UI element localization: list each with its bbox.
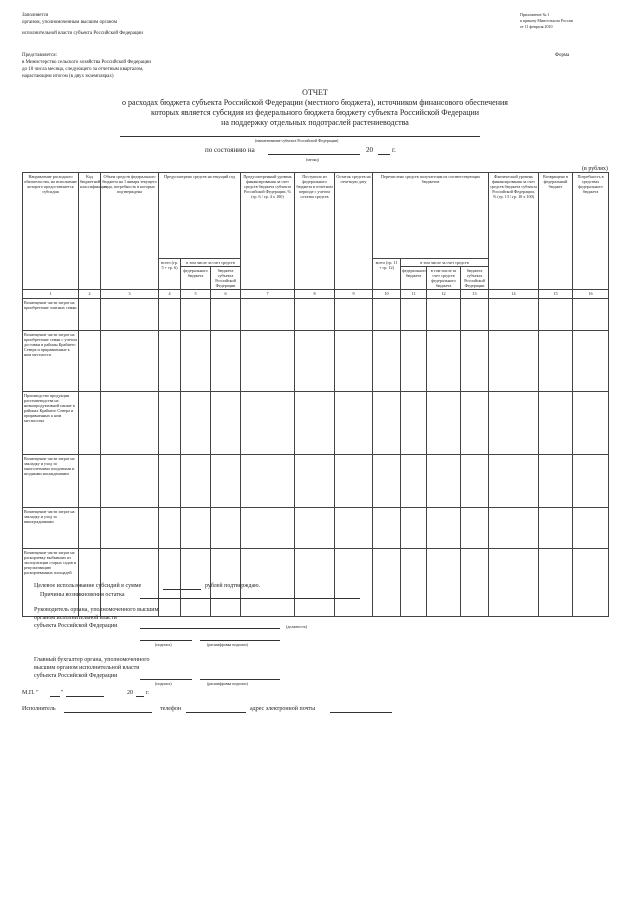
subject-caption: (наименование субъекта Российской Федерации) <box>255 138 339 143</box>
column-numbers-row <box>23 290 609 299</box>
year-prefix: 20 <box>366 146 373 154</box>
cell[interactable] <box>539 549 573 617</box>
submitted-line: до 10 числа месяца, следующего за отчетным кварталом, <box>22 67 144 72</box>
cell[interactable] <box>241 455 295 508</box>
header-subject: бюджета субъекта Российской Федерации <box>211 267 241 290</box>
cell[interactable] <box>461 549 489 617</box>
table-row <box>23 455 609 508</box>
row-label: Возмещение части затрат на приобретение элитных семян <box>23 299 79 331</box>
title-line: на поддержку отдельных подотраслей растениеводства <box>221 118 409 127</box>
header-subject-transferred: бюджета субъекта Российской Федерации <box>461 267 489 290</box>
mp-label: М.П. " <box>22 690 39 696</box>
cell[interactable] <box>539 508 573 549</box>
cell[interactable] <box>573 392 609 455</box>
email-field[interactable] <box>330 712 392 713</box>
cell[interactable] <box>101 331 159 392</box>
mp-g: г. <box>146 690 150 696</box>
cell[interactable] <box>489 392 539 455</box>
row-label: Возмещение части затрат на закладку и уход за виноградниками <box>23 508 79 549</box>
cell[interactable] <box>335 508 373 549</box>
header-provided: Предусмотрено средств на текущий год <box>159 173 241 259</box>
cell[interactable] <box>335 549 373 617</box>
cell[interactable] <box>181 392 211 455</box>
mp-month-field[interactable] <box>66 696 104 697</box>
appendix-line: к приказу Минсельхоза России <box>520 18 573 23</box>
col-number: 4 <box>159 290 181 299</box>
cell[interactable] <box>335 455 373 508</box>
cell[interactable] <box>335 299 373 331</box>
submitted-block <box>22 52 282 80</box>
cell[interactable] <box>489 299 539 331</box>
col-number: 15 <box>539 290 573 299</box>
cell[interactable] <box>181 331 211 392</box>
col-number: 6 <box>211 290 241 299</box>
cell[interactable] <box>79 331 101 392</box>
cell[interactable] <box>295 299 335 331</box>
submitted-line: в Министерство сельского хозяйства Российской Федерации <box>22 60 151 65</box>
col-number: 10 <box>373 290 401 299</box>
header-fed-transferred: федерального бюджета <box>401 267 427 290</box>
cell[interactable] <box>241 299 295 331</box>
col-number: 16 <box>573 290 609 299</box>
approved-line: органом, уполномоченным высшим органом <box>22 20 117 25</box>
cell[interactable] <box>295 392 335 455</box>
title-line: о расходах бюджета субъекта Российской Федерации (местного бюджета), источником финансового обеспечения <box>122 98 508 107</box>
position-caption: (должность) <box>286 624 307 629</box>
cell[interactable] <box>489 508 539 549</box>
cell[interactable] <box>573 455 609 508</box>
cell[interactable] <box>373 508 401 549</box>
date-caption: (месяц) <box>306 157 319 162</box>
cell[interactable] <box>461 508 489 549</box>
head-line: субъекта Российской Федерации <box>34 623 118 629</box>
header-need: Потребность в средствах федерального бюджета <box>573 173 609 290</box>
acc-decode-field[interactable] <box>200 679 280 680</box>
approved-block <box>22 12 282 37</box>
cell[interactable] <box>159 455 181 508</box>
approved-line: Заполняется <box>22 13 49 18</box>
col-number: 13 <box>461 290 489 299</box>
head-position-field[interactable] <box>140 628 280 629</box>
title-line: которых является субсидия из федерального бюджета бюджету субъекта Российской Федерации <box>150 108 480 117</box>
cell[interactable] <box>181 299 211 331</box>
cell[interactable] <box>101 508 159 549</box>
reasons-field[interactable] <box>140 598 360 599</box>
header-transferred-incl: в том числе за счет средств <box>401 259 489 267</box>
submitted-line: Представляется: <box>22 53 57 58</box>
cell[interactable] <box>461 331 489 392</box>
row-label: Возмещение части затрат на раскорчевку выбывших из эксплуатации старых садов и рекультивацию раскорчеванных площадей <box>23 549 79 617</box>
head-sign-field[interactable] <box>140 640 192 641</box>
accountant-block <box>34 656 234 680</box>
table-row <box>23 299 609 331</box>
cell[interactable] <box>461 455 489 508</box>
sign-caption: (подпись) <box>155 642 172 647</box>
executor-label: Исполнитель <box>22 706 56 712</box>
cell[interactable] <box>211 508 241 549</box>
cell[interactable] <box>241 331 295 392</box>
head-line: Руководитель органа, уполномоченного высшим <box>34 607 159 613</box>
cell[interactable] <box>489 549 539 617</box>
col-number: 12 <box>427 290 461 299</box>
subject-underline[interactable] <box>120 136 480 137</box>
report-title <box>22 88 608 128</box>
header-returned: Возвращено в федеральный бюджет <box>539 173 573 290</box>
cell[interactable] <box>101 455 159 508</box>
decode-caption: (расшифровка подписи) <box>207 681 248 686</box>
cell[interactable] <box>211 392 241 455</box>
units-label: (в рублях) <box>582 166 608 172</box>
header-balance: Остаток средств на отчетную дату <box>335 173 373 290</box>
cell[interactable] <box>159 331 181 392</box>
col-number: 7 <box>241 290 295 299</box>
header-transferred-total: всего (гр. 11 + гр. 12) <box>373 259 401 290</box>
head-block <box>34 606 234 630</box>
header-transferred: Перечислено средств получателям из соответствующих бюджетов <box>373 173 489 259</box>
header-provided-incl: в том числе за счет средств <box>181 259 241 267</box>
cell[interactable] <box>573 299 609 331</box>
row-label: Возмещение части затрат на приобретение семян с учетом доставки в районы Крайнего Севера и приравненные к ним местности <box>23 331 79 392</box>
mp-year: 20 <box>127 690 133 696</box>
cell[interactable] <box>427 331 461 392</box>
table-row <box>23 392 609 455</box>
col-number: 2 <box>79 290 101 299</box>
cell[interactable] <box>461 299 489 331</box>
cell[interactable] <box>401 508 427 549</box>
cell[interactable] <box>461 392 489 455</box>
cell[interactable] <box>159 392 181 455</box>
cell[interactable] <box>539 299 573 331</box>
cell[interactable] <box>159 508 181 549</box>
cell[interactable] <box>427 508 461 549</box>
cell[interactable] <box>373 455 401 508</box>
title-line: ОТЧЕТ <box>302 88 328 97</box>
table-row <box>23 508 609 549</box>
col-number: 5 <box>181 290 211 299</box>
header-direction: Направление расходного обязательства, на исполнение которого предоставляется субсидия <box>23 173 79 290</box>
cell[interactable] <box>373 392 401 455</box>
cell[interactable] <box>427 455 461 508</box>
acc-sign-field[interactable] <box>140 679 192 680</box>
phone-label: телефон <box>160 706 182 712</box>
header-fed: федерального бюджета <box>181 267 211 290</box>
cell[interactable] <box>373 549 401 617</box>
row-label: Возмещение части затрат на закладку и уход за многолетними плодовыми и ягодными насаждениями <box>23 455 79 508</box>
header-provided-total: всего (гр. 5 + гр. 6) <box>159 259 181 290</box>
col-number: 14 <box>489 290 539 299</box>
cell[interactable] <box>241 392 295 455</box>
mp-day-field[interactable] <box>50 696 60 697</box>
cell[interactable] <box>101 299 159 331</box>
row-label: Производство продукции растениеводства на низкопродуктивной пашне в районах Крайнего Севера и приравненных к ним местностях <box>23 392 79 455</box>
appendix-line: Приложение № 1 <box>520 12 550 17</box>
cell[interactable] <box>573 549 609 617</box>
cell[interactable] <box>335 392 373 455</box>
cell[interactable] <box>401 299 427 331</box>
cell[interactable] <box>79 299 101 331</box>
cell[interactable] <box>335 331 373 392</box>
cell[interactable] <box>539 392 573 455</box>
header-planned-level: Предусмотренный уровень финансирования за счет средств бюджета субъекта Российской Федерации, % (гр. 6 / гр. 4 х 100) <box>241 173 295 290</box>
mp-quote: " <box>61 690 64 696</box>
rub-confirmed-label: рублей подтверждаю. <box>205 583 261 589</box>
cell[interactable] <box>427 299 461 331</box>
cell[interactable] <box>241 508 295 549</box>
cell[interactable] <box>101 392 159 455</box>
form-label: Форма <box>555 53 570 58</box>
header-actual-level: Фактический уровень финансирования за счет средств бюджета субъекта Российской Федерации, % (гр. 13 / гр. 10 х 100) <box>489 173 539 290</box>
head-line: органом исполнительной власти <box>34 615 117 621</box>
table-row <box>23 331 609 392</box>
header-incl-fed: в том числе за счет средств федерального бюджета <box>427 267 461 290</box>
cell[interactable] <box>211 331 241 392</box>
cell[interactable] <box>573 508 609 549</box>
cell[interactable] <box>373 299 401 331</box>
year-field[interactable] <box>378 154 390 155</box>
email-label: адрес электронной почты <box>250 706 316 712</box>
as-of-label: по состоянию на <box>205 146 255 154</box>
target-use-label: Целевое использование субсидий в сумме <box>34 583 142 589</box>
cell[interactable] <box>401 455 427 508</box>
cell[interactable] <box>401 331 427 392</box>
cell[interactable] <box>295 455 335 508</box>
sign-caption: (подпись) <box>155 681 172 686</box>
cell[interactable] <box>211 299 241 331</box>
head-decode-field[interactable] <box>200 640 280 641</box>
accountant-line: субъекта Российской Федерации <box>34 673 118 679</box>
col-number: 1 <box>23 290 79 299</box>
executor-field[interactable] <box>64 712 152 713</box>
cell[interactable] <box>79 455 101 508</box>
appendix-line: от 11 февраля 2010 <box>520 24 553 29</box>
col-number: 8 <box>295 290 335 299</box>
target-use-sum-field[interactable] <box>163 589 201 590</box>
decode-caption: (расшифровка подписи) <box>207 642 248 647</box>
mp-year-field[interactable] <box>136 696 144 697</box>
cell[interactable] <box>79 392 101 455</box>
header-received: Поступило из федерального бюджета в отчетном периоде с учетом остатка средств <box>295 173 335 290</box>
cell[interactable] <box>159 299 181 331</box>
cell[interactable] <box>401 392 427 455</box>
cell[interactable] <box>573 331 609 392</box>
cell[interactable] <box>489 331 539 392</box>
col-number: 9 <box>335 290 373 299</box>
cell[interactable] <box>295 331 335 392</box>
phone-field[interactable] <box>186 712 246 713</box>
cell[interactable] <box>489 455 539 508</box>
header-code: Код бюджетной классификации <box>79 173 101 290</box>
approved-line: исполнительной власти субъекта Российской Федерации <box>22 31 143 36</box>
cell[interactable] <box>373 331 401 392</box>
date-field[interactable] <box>268 154 360 155</box>
header-confirmed: Объем средств федерального бюджета на 1 января текущего года, потребность в которых подтверждена <box>101 173 159 290</box>
cell[interactable] <box>211 455 241 508</box>
year-suffix: г. <box>392 146 396 154</box>
col-number: 3 <box>101 290 159 299</box>
cell[interactable] <box>79 508 101 549</box>
cell[interactable] <box>427 549 461 617</box>
accountant-line: высшим органом исполнительной власти <box>34 665 140 671</box>
col-number: 11 <box>401 290 427 299</box>
cell[interactable] <box>539 331 573 392</box>
cell[interactable] <box>181 508 211 549</box>
cell[interactable] <box>539 455 573 508</box>
cell[interactable] <box>295 549 335 617</box>
reasons-label: Причины возникновения остатка <box>40 592 125 598</box>
appendix-block <box>520 12 630 30</box>
submitted-line: нарастающим итогом (в двух экземплярах) <box>22 74 114 79</box>
report-table <box>22 172 609 617</box>
accountant-line: Главный бухгалтер органа, уполномоченного <box>34 657 150 663</box>
cell[interactable] <box>295 508 335 549</box>
cell[interactable] <box>401 549 427 617</box>
cell[interactable] <box>181 455 211 508</box>
cell[interactable] <box>427 392 461 455</box>
